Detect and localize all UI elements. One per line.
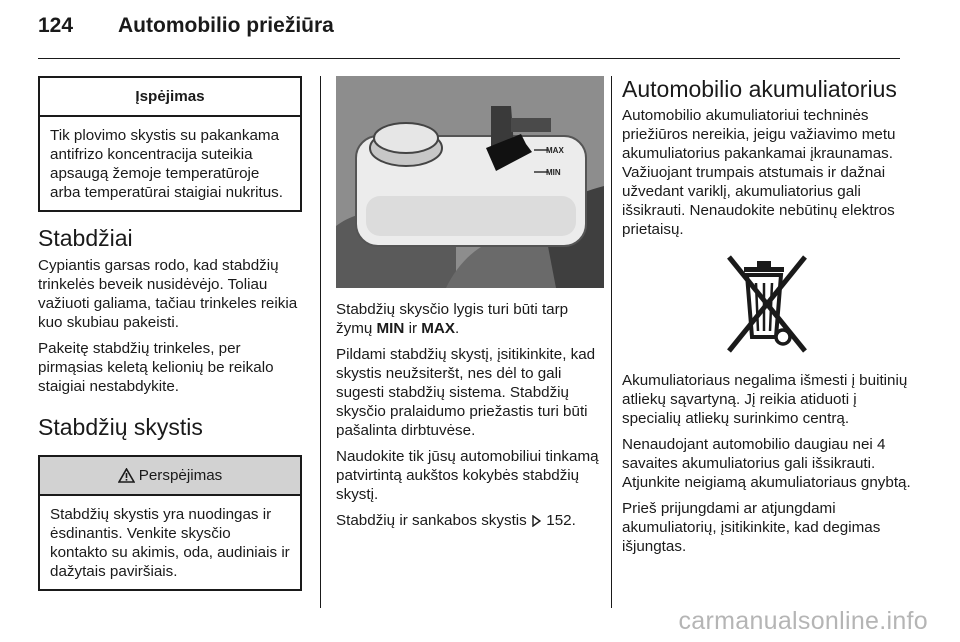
max-label: MAX — [421, 320, 455, 337]
page-header — [38, 14, 334, 38]
battery-paragraph-1: Automobilio akumuliatoriui techninės priežiūros nereikia, jeigu važiavimo metu akumuliatorius pakankamai įkraunamas. Važiuojant trumpais atstumais ir dažnai užvedant variklį, akumuliatorius gali išsikrauti. Nenaudokite nebūtinų elektros prietaisų. — [622, 107, 896, 238]
min-label: MIN — [376, 320, 405, 337]
section-heading-battery: Automobilio akumuliatorius — [622, 76, 897, 102]
fluid-level-paragraph: Stabdžių skysčio lygis turi būti tarp žymų MIN ir MAX. — [336, 301, 569, 337]
warning-box — [38, 76, 302, 212]
min-mark-label: MIN — [546, 168, 561, 177]
page-reference-arrow-icon — [532, 515, 541, 527]
column-divider — [611, 76, 612, 608]
page-number: 124 — [38, 14, 74, 37]
section-heading-brake-fluid: Stabdžių skystis — [38, 414, 203, 440]
fluid-fill-paragraph: Pildami stabdžių skystį, įsitikinkite, kad skystis neužsiteršt, nes dėl to gali sugesti stabdžių sistema. Stabdžių skysčio pralaidumo priežastis turi būti pašalinta dirbtuvėse. — [336, 346, 596, 439]
caution-box — [38, 455, 302, 591]
warning-box-title: Įspėjimas — [40, 78, 300, 117]
fluid-reference-paragraph: Stabdžių ir sankabos skystis 152. — [336, 512, 576, 529]
battery-paragraph-2: Akumuliatoriaus negalima išmesti į buitinių atliekų sąvartyną. Jį reikia atiduoti į specialių atliekų surinkimo centrą. — [622, 372, 908, 427]
brake-fluid-reservoir-photo — [336, 76, 604, 288]
caution-box-header — [40, 457, 300, 496]
left-column — [38, 76, 302, 591]
warning-box-text: Tik plovimo skystis su pakankama antifrizo koncentracija suteikia apsaugą žemoje temperatūroje arba temperatūrai staigiai nukritus. — [50, 127, 283, 201]
warning-triangle-icon — [118, 468, 135, 483]
page-reference-link[interactable]: 152. — [546, 512, 576, 529]
battery-paragraph-4: Prieš prijungdami ar atjungdami akumuliatorių, įsitikinkite, kad degimas išjungtas. — [622, 500, 881, 555]
crossed-out-bin-icon — [717, 251, 817, 357]
caution-box-title: Perspėjimas — [138, 467, 223, 484]
page-title: Automobilio priežiūra — [118, 14, 334, 37]
brakes-paragraph-2: Pakeitę stabdžių trinkeles, per pirmąsias keletą kelionių be reikalo staigiai nestabdykite. — [38, 340, 274, 395]
brakes-paragraph-1: Cypiantis garsas rodo, kad stabdžių trinkelės beveik nusidėvėjo. Toliau važiuoti galiama, tačiau trinkeles reikia kuo skubiau pakeisti. — [38, 257, 298, 331]
header-divider — [38, 58, 900, 59]
battery-paragraph-3: Nenaudojant automobilio daugiau nei 4 savaites akumuliatorius gali išsikrauti. Atjunkite neigiamą akumuliatoriaus gnybtą. — [622, 436, 911, 491]
column-divider — [320, 76, 321, 608]
watermark: carmanualsonline.info — [678, 607, 928, 635]
fluid-quality-paragraph: Naudokite tik jūsų automobiliui tinkamą patvirtintą aukštos kokybės stabdžių skystį. — [336, 448, 599, 503]
section-heading-brakes: Stabdžiai — [38, 225, 133, 251]
right-column — [622, 76, 912, 563]
middle-column — [336, 76, 604, 537]
caution-box-text: Stabdžių skystis yra nuodingas ir ėsdinantis. Venkite skysčio kontakto su akimis, oda, audiniais ir dažytais paviršiais. — [50, 506, 290, 580]
max-mark-label: MAX — [546, 146, 564, 155]
